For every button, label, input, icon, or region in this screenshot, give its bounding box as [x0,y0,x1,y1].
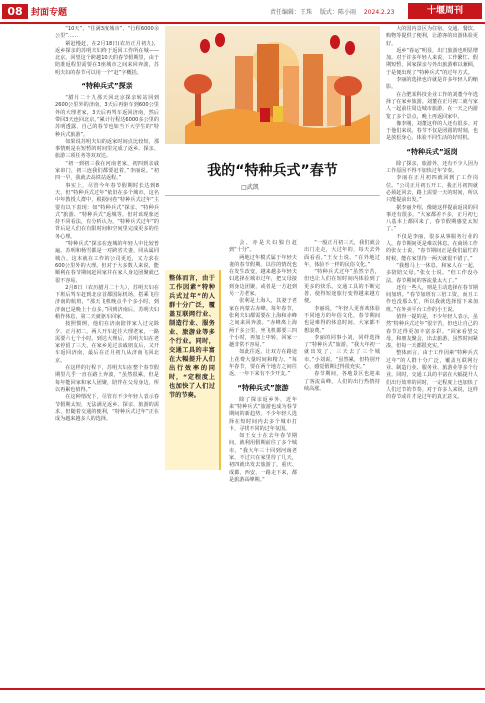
paragraph: “我想马上一休息，和家人在一起，多陪陪父母。”张女士说。“但工作没办法，春节期间的客流量太大了。” [386,262,478,284]
paragraph: 李丽说，“年轻人更喜欢体验不同地方的年俗文化，春节期间也是难得的休息时间，大家都不想浪费。” [304,305,380,334]
paragraph: 两地过年模式属于年轻夫妻的春节假期。以往的情况也在发生改变，越来越多年轻夫妇选择在城市过年，把父母接到身边团聚，或者是一方赶到另一方老家。 [229,254,297,298]
paragraph: 值得一提的是，不少年轻人表示，虽然“特种兵式过年”很辛苦，但也让自己的春节过得更加丰富多彩。“回家看望父母，和朋友聚会，出去旅游，虽然时间紧凑，但每一天都很充实。” [386,313,478,350]
paragraph: 按照惯例，他们在济南陪伴家人过完除夕，正月初二，两人开车赶往大理老家，一路需要六七个小时。到达大理后，苏明夫妇在老家停留了三天，在家乡见过亲戚朋友后，又开车返回济南，最后在正月初九从济南飞回北京。 [55,321,159,364]
pull-quote-text: 整体而言，由于工作因素“特种兵式过年”的人群十分广泛，覆盖互联网行业、制造行业、服务业、旅游业等多个行业。同时，交通工具的丰富在大幅提升人们出行效率的同时，“定程度上也加快了人们过节的节奏。 [169,275,215,399]
paragraph: 不仅是李丽，很多从事服务行业的人，春节期间更是难以休息。在商场工作的张女士说，“春节期间正是我们最忙的时候，能在家里待一两天就很不错了。” [386,233,478,262]
paragraph: 李丽的同事小刘，同样选择了“特种兵式”旅游。“我大年初一就出发了，三天去了三个城市。”小刘说。“虽然累，但特别开心，感觉假期过得很充实。” [304,334,380,371]
paragraph: 除了探亲、旅游外，还有不少人因为工作原因不得不加快过年节奏。 [386,160,478,175]
illustration-image [165,26,380,144]
header-meta [270,7,400,16]
issue-date: 2024.2.23 [363,9,395,16]
paragraph: 除了探亲返乡外，近年来“特种兵式”旅游也成为春节期间的新趋势。不少年轻人选择在短时间内去多个城市打卡，寻找不同的过年氛围。 [229,396,297,432]
article-headline: 我的“特种兵式”春节 [207,163,338,179]
paragraph: 李丽在正月初四就回到了工作岗位。“公司正月初五开工，我正月初四就必须赶回去，路上需要一天的时间，所以只能提前出发。” [386,175,478,204]
paragraph: “特种兵式”探亲在连城的年轻人中比较普遍。苏明和杨雪都是一对跨省夫妻，同从属同城合。这本就在工作的公司更近，又力求在600公里外的大理。但对于大多数人来说，能顺利在春节期间赶回家并在家人身边团聚就已很不容易。 [55,241,159,284]
paragraph: 整体而言，由于工作因素“特种兵式过年”的人群十分广泛，覆盖互联网行业、制造行业、服务业、旅游业等多个行业。同时，交通工具的丰富在大幅提升人们出行效率的同时，一定程度上也加快了人们过节的节奏。对于许多人来说，这样的春节或许才是过年的真正意义。 [386,350,478,401]
page-number: 08 [2,4,28,19]
paragraph: 如果说苏明夫妇的返家时间点比较短，那事情则是在短暂的时间里完成了返乡、探亲、旅游三项任务等双双达。 [55,138,159,160]
paragraph: 紧赶慢赶，在2月18日(农历正月初九)，返乡探亲的苏明夫妇终于返回工作所在城——北京。回望这个跨越10天的春节假期里，由于陪准返程里需要在3座城市之间来回奔波，苏明夫妇的春节可以用一个“赶”字概括。 [55,40,159,76]
headline-divider [165,195,380,196]
footer-rule [0,688,485,690]
paragraph: “特种兵式过年”虽然辛苦，但也让人们在短时间内体验到了更多的快乐。交通工具的不断完善，使得短途旅行变得越来越方便。 [304,269,380,305]
paragraph: 在这种情况下，尽管有不少年轻人表示春节假期太短，无法满足返乡、探亲、旅游的需求，但随着交通的便利，“特种兵式过年”正在成为越来越多人的选择。 [55,394,159,423]
article-column-1 [55,26,159,696]
paragraph: “一般正月初三天，我们就会出门走走，大过年的，每天去外面看看。”王女士说。“在外地过年，体验不一样的民俗文化。” [304,240,380,268]
brand-logo: 十堰周刊 [408,3,482,19]
paragraph: “腊月二十九那天回北京探亲转站回到2600公里外的济南，3天后再驱车到600公里外的大理老家，3天后再驾车返回济南，然后带回3天连回北京。”累计行程达6000多公里的苏明透露，自己的春节也如当下大学生的“特种兵式旅游”。 [55,95,159,138]
article-author: □武凯 [241,184,259,191]
paragraph: 2月8日（农历腊月二十九），苏明夫妇在下班后驾车赶到北京首都国际机场，搭乘飞往济南的航班，“那天飞机晚点半个多小时，到济南已是晚上十点多。”回到济南后，苏明夫妇稍作休息，第二天就驱车回家。 [55,284,159,320]
paragraph: 在合肥某科技企业工作的刘董今年选择了在家乡旅游。刘董在正月初二就与家人一起前往周边城市旅游，在一天之内游览了多个景点，晚上再返回家中。 [386,91,478,120]
page-header [0,0,485,24]
subheading: “特种兵式”旅游 [237,383,289,392]
article-column-3 [304,240,380,680]
paragraph: “10天”、“住满3度城市”、“行程6000余公里”…… [55,26,159,40]
subheading: “特种兵式”返岗 [406,147,458,156]
article-column-2 [229,240,297,680]
paragraph: 据李丽介绍，像她这样提前返岗的同事还有很多。“大家都差不多，正月初七八基本上都回来了，春节假期感觉太短了。” [386,204,478,233]
subheading: “特种兵式”探亲 [81,82,133,91]
paragraph: 事实上，尽管今年春节假期时长达到8天，但“特种兵式过年”依旧在多个城市。这名中年教授人群中，根据问卷“特种兵式过年”主要有以下表现：如“特种兵式”探亲、“特种兵式”旅游、“特种兵式”返城等。但对该现象还持不同看法，有分析认为，“特种兵式过年”的背后是人们在有限时间和空间里完成更多的任务心理。 [55,182,159,240]
paragraph: 李丽的选择也许就是许多年轻人的缩影。 [386,77,478,91]
editor-credit: 责任编辑：王珠 [270,9,313,16]
paragraph: 会、亦是夫妇独自赶到“十分”。 [229,240,297,254]
paragraph: 返乡“春运”明显，出门旅游也明显增加。对于许多年轻人来说，工作繁忙、假期短暂，回家探亲与外出旅游难以兼顾，于是便出现了“特种兵式”的过年方式。 [386,47,478,76]
paragraph: 还有一些人，则是主动选择在春节期间加班。“春节加班有三倍工资，而且工作也没那么忙，所以我就选择留下来加班。”在外卖平台工作的小王说。 [386,284,478,313]
paragraph: “初一到初三我在河南老家，初四到亲戚家串门，初三连我们都要赶着，”李丽说。“初四一早，我就去高铁站返程。” [55,160,159,182]
designer-credit: 版式：陈小雨 [319,9,356,16]
paragraph: 在这样的行程下，苏明夫妇在整个春节假期里几乎一直在路上奔波，“虽然很累，但是每年能回家和家人团聚，陪伴在父母身边，所以再累也值得。” [55,365,159,393]
paragraph: 像李刚，刘董这样的人还有很多。对于他们来说，春节不仅是团圆的时刻，也是放松身心、体验不同生活的好时机。 [386,120,478,142]
paragraph: 张利是上海人，其妻子老家在内蒙古赤峰。每年春节，张利夫妇都需要在上海和赤峰之间来回奔波。“赤峰离上海两千多公里，坐飞机都要三四个小时，再加上中转，回家一趟非常不容易。” [229,298,297,349]
paragraph: 如此往返，让双方在路途上花费大量时间和精力。“每年春节，要在两个地方之间往返，一年下来有不少开支。” [229,349,297,378]
article-column-4 [386,26,478,696]
paragraph: 春节期间，各地景区也迎来了客流高峰，人们的出行热情持续高涨。 [304,371,380,392]
section-title: 封面专题 [31,8,68,18]
illustration-svg [165,26,380,144]
paragraph: 大的国内景区为住宿、交通、餐饮、购物等提供了便利，让游客的出游体验更好。 [386,26,478,47]
pull-quote [165,270,221,470]
paragraph: 如王女士在去年春节期间，就利用假期前往了多个城市。“我大年三十回到河南老家，不过只在家里待了几天，初四就出发去旅游了，重庆、成都、西安，一路走下来，都是旅游高峰期。” [229,433,297,483]
